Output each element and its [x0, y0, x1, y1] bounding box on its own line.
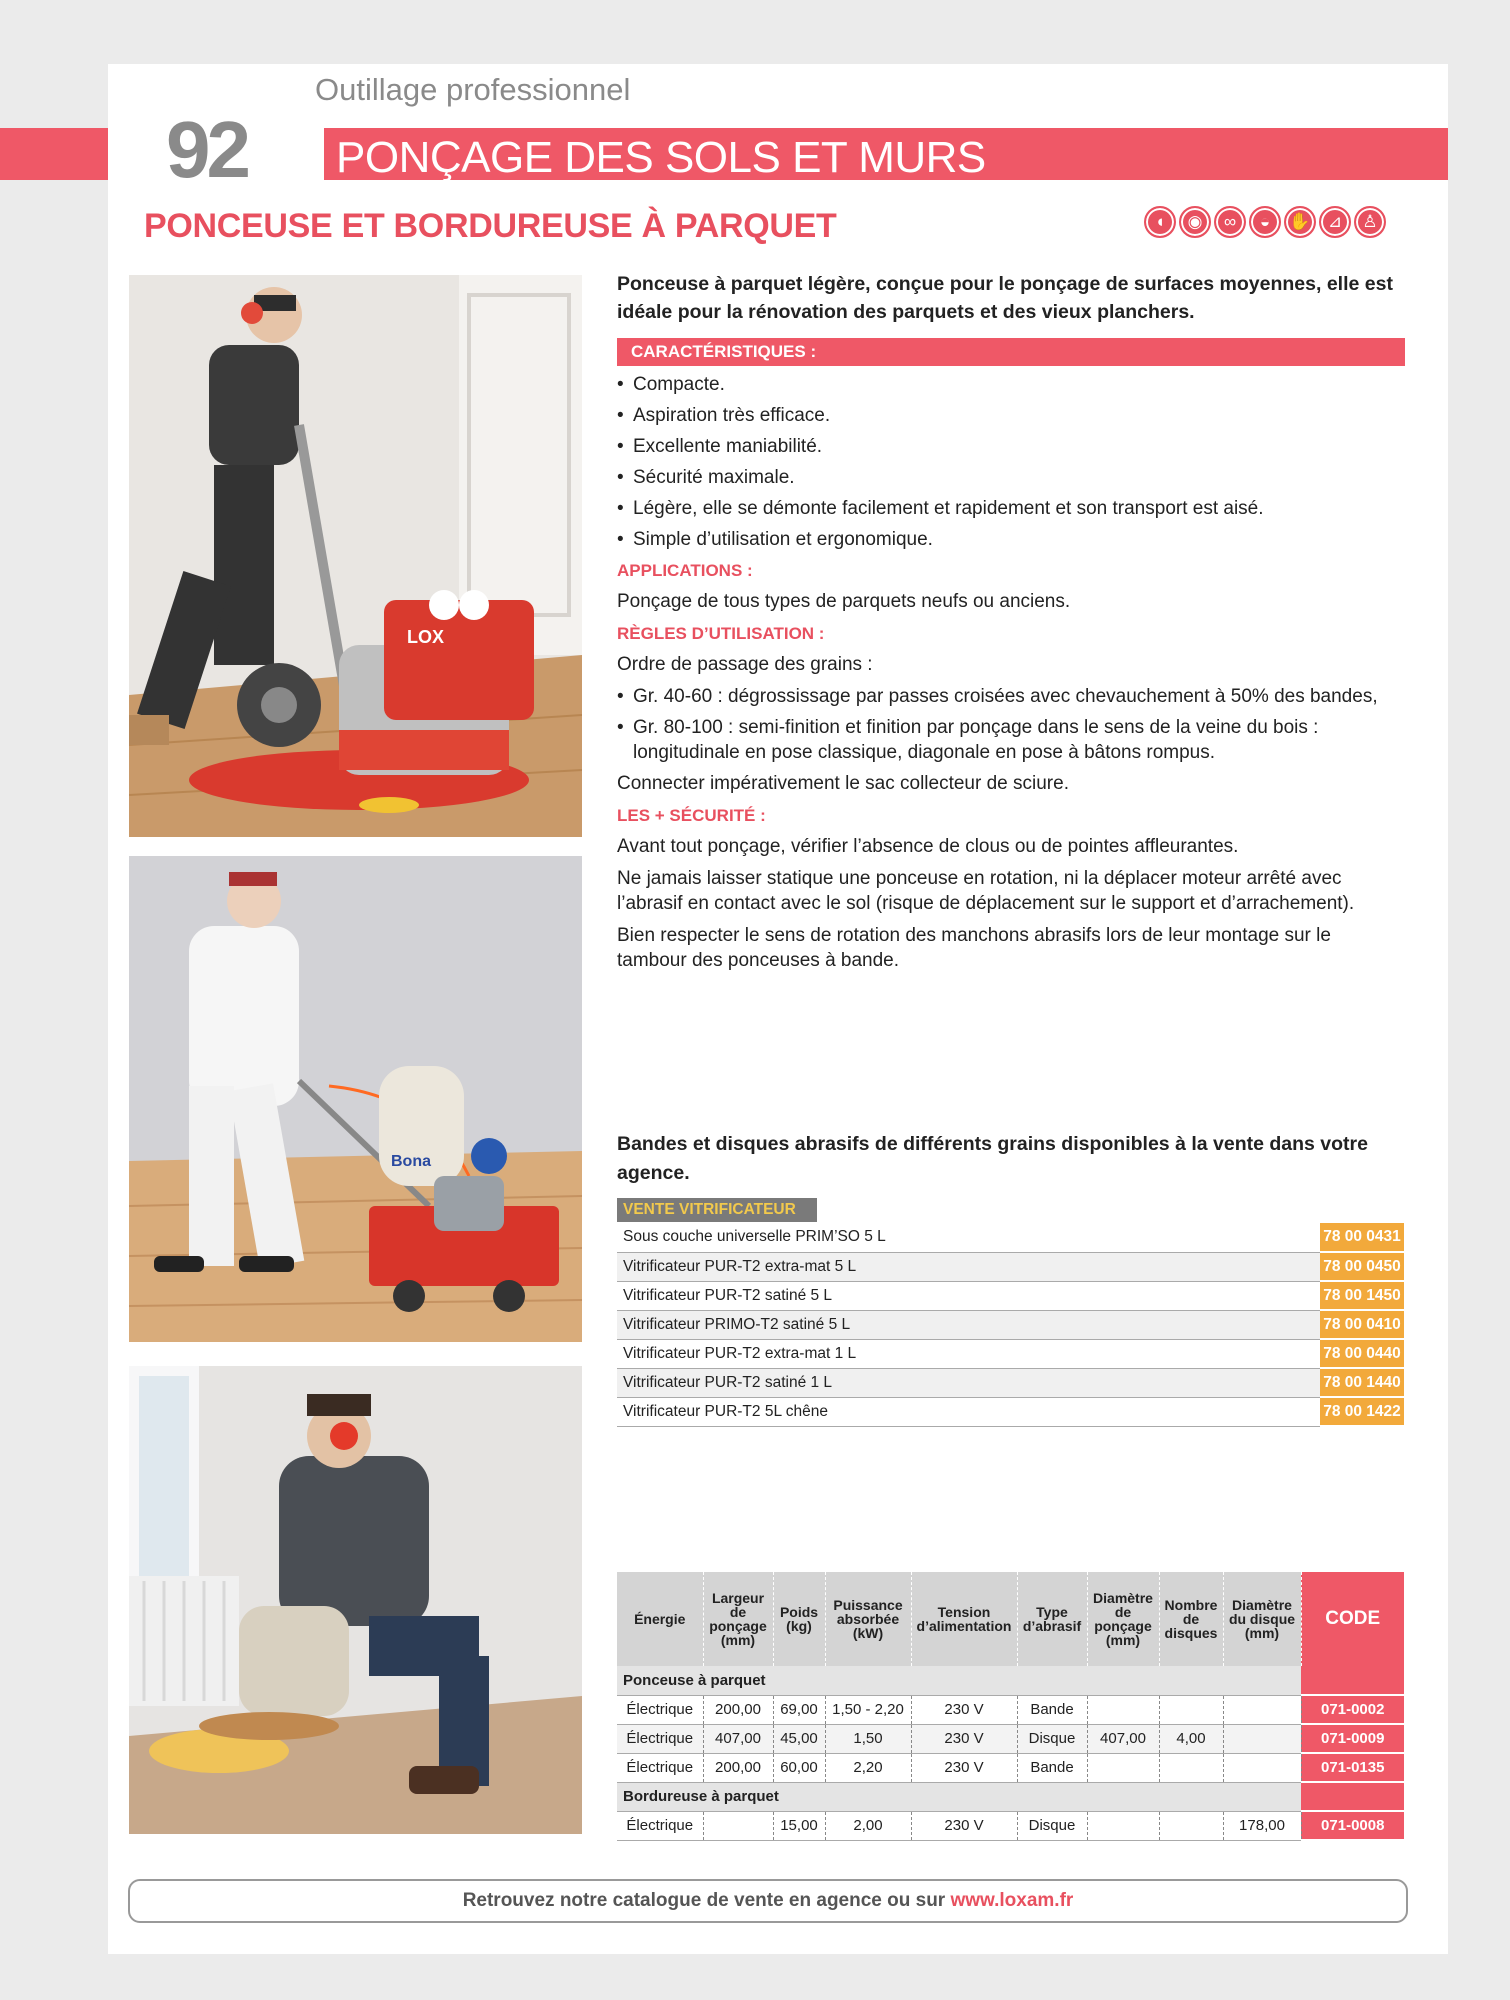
safety-icons — [1144, 206, 1386, 238]
product-code: 071-0008 — [1301, 1811, 1404, 1840]
cell: 407,00 — [703, 1724, 773, 1753]
regles-outro: Connecter impérativement le sac collecteur de sciure. — [617, 773, 1069, 794]
page-number: 92 — [166, 105, 247, 194]
cell: Disque — [1017, 1724, 1087, 1753]
cell: Bande — [1017, 1695, 1087, 1724]
col-poids: Poids (kg) — [773, 1572, 825, 1666]
col-largeur: Largeur de ponçage (mm) — [703, 1572, 773, 1666]
title-bar — [324, 128, 1448, 180]
spec-header-row — [617, 1572, 1404, 1666]
product-code: 78 00 0431 — [1320, 1223, 1404, 1252]
photo-floor-sander — [129, 275, 582, 837]
product-code: 78 00 1450 — [1320, 1281, 1404, 1310]
col-puissance: Puissance absorbée (kW) — [825, 1572, 911, 1666]
product-code: 78 00 0450 — [1320, 1252, 1404, 1281]
cell: Électrique — [617, 1753, 703, 1782]
table-row — [617, 1310, 1404, 1339]
cell: 230 V — [911, 1753, 1017, 1782]
table-row — [617, 1811, 1404, 1840]
vente-table — [617, 1223, 1404, 1427]
col-type: Type d’abrasif — [1017, 1572, 1087, 1666]
photo-brand-loxam: LOX — [407, 627, 445, 647]
cell: 178,00 — [1223, 1811, 1301, 1840]
col-tension: Tension d’alimentation — [911, 1572, 1017, 1666]
securite-text-3: Bien respecter le sens de rotation des manchons abrasifs lors de leur montage sur le tambour des ponceuses à bande. — [617, 925, 1331, 971]
product-code: 78 00 0410 — [1320, 1310, 1404, 1339]
cell: 200,00 — [703, 1695, 773, 1724]
cell: 60,00 — [773, 1753, 825, 1782]
section-title: Outillage professionnel — [315, 72, 631, 107]
regles-list — [617, 684, 1405, 765]
product-code: 071-0135 — [1301, 1753, 1404, 1782]
group-row — [617, 1666, 1404, 1695]
list-item: • Aspiration très efficace. — [617, 403, 1405, 428]
table-row — [617, 1252, 1404, 1281]
group-row — [617, 1782, 1404, 1811]
product-code: 78 00 1422 — [1320, 1397, 1404, 1426]
product-name: Vitrificateur PUR-T2 satiné 1 L — [617, 1368, 1320, 1397]
table-row — [617, 1695, 1404, 1724]
cell: 230 V — [911, 1695, 1017, 1724]
product-name: Vitrificateur PRIMO-T2 satiné 5 L — [617, 1310, 1320, 1339]
caracteristiques-list — [617, 372, 1405, 552]
list-item: • Compacte. — [617, 372, 1405, 397]
col-diametre-poncage: Diamètre de ponçage (mm) — [1087, 1572, 1159, 1666]
photo-edge-sander — [129, 1366, 582, 1834]
cell: Électrique — [617, 1811, 703, 1840]
cell: 200,00 — [703, 1753, 773, 1782]
cell — [1159, 1811, 1223, 1840]
col-nombre-disques: Nombre de disques — [1159, 1572, 1223, 1666]
product-name: Sous couche universelle PRIM’SO 5 L — [617, 1223, 1320, 1252]
product-name: Vitrificateur PUR-T2 extra-mat 5 L — [617, 1252, 1320, 1281]
left-accent-bar — [0, 128, 108, 180]
cell — [1159, 1695, 1223, 1724]
cell: 1,50 - 2,20 — [825, 1695, 911, 1724]
catalog-page — [108, 64, 1448, 1954]
cell: Disque — [1017, 1811, 1087, 1840]
group-name: Bordureuse à parquet — [617, 1782, 1301, 1811]
product-code: 78 00 0440 — [1320, 1339, 1404, 1368]
list-item: • Simple d’utilisation et ergonomique. — [617, 527, 1405, 552]
intro-text: Ponceuse à parquet légère, conçue pour le ponçage de surfaces moyennes, elle est idéale pour la rénovation des parquets et des vieux planchers. — [617, 273, 1393, 323]
cell: Bande — [1017, 1753, 1087, 1782]
product-code: 071-0002 — [1301, 1695, 1404, 1724]
regles-heading: RÈGLES D’UTILISATION : — [617, 624, 825, 643]
table-row — [617, 1281, 1404, 1310]
cell: 69,00 — [773, 1695, 825, 1724]
cell — [1223, 1695, 1301, 1724]
cell: 230 V — [911, 1811, 1017, 1840]
list-item: • Excellente maniabilité. — [617, 434, 1405, 459]
caracteristiques-heading: CARACTÉRISTIQUES : — [617, 338, 1405, 366]
cell: 2,00 — [825, 1811, 911, 1840]
cell: 15,00 — [773, 1811, 825, 1840]
vente-label: VENTE VITRIFICATEUR — [617, 1198, 817, 1222]
col-code: CODE — [1301, 1572, 1404, 1666]
col-energie: Énergie — [617, 1572, 703, 1666]
product-subtitle: PONCEUSE ET BORDUREUSE À PARQUET — [144, 207, 837, 245]
product-name: Vitrificateur PUR-T2 extra-mat 1 L — [617, 1339, 1320, 1368]
list-item: • Gr. 80-100 : semi-finition et finition par ponçage dans le sens de la veine du bois : longitudinale en pose classique, diagonale en pose à bâtons rompus. — [617, 715, 1405, 765]
mask-icon: ◉ — [1179, 206, 1211, 238]
list-item: • Sécurité maximale. — [617, 465, 1405, 490]
cell — [1087, 1753, 1159, 1782]
spec-table — [617, 1572, 1404, 1841]
securite-text-2: Ne jamais laisser statique une ponceuse en rotation, ni la déplacer moteur arrêté avec l’abrasif en contact avec le sol (risque de déplacement sur le support et d’arrachement). — [617, 868, 1355, 914]
footer-link[interactable]: www.loxam.fr — [950, 1890, 1074, 1911]
clothing-icon: ♙ — [1354, 206, 1386, 238]
cell: 230 V — [911, 1724, 1017, 1753]
cell: Électrique — [617, 1724, 703, 1753]
cell — [703, 1811, 773, 1840]
table-row — [617, 1753, 1404, 1782]
group-name: Ponceuse à parquet — [617, 1666, 1301, 1695]
cell: 45,00 — [773, 1724, 825, 1753]
gloves-icon: ✋ — [1284, 206, 1316, 238]
securite-text-1: Avant tout ponçage, vérifier l’absence de clous ou de pointes affleurantes. — [617, 836, 1239, 857]
cell: Électrique — [617, 1695, 703, 1724]
product-name: Vitrificateur PUR-T2 5L chêne — [617, 1397, 1320, 1426]
photo-brand-bona: Bona — [391, 1153, 431, 1170]
applications-text: Ponçage de tous types de parquets neufs ou anciens. — [617, 591, 1071, 612]
table-row — [617, 1339, 1404, 1368]
photo-drum-sander — [129, 856, 582, 1342]
table-row — [617, 1368, 1404, 1397]
abrasifs-text: Bandes et disques abrasifs de différents grains disponibles à la vente dans votre agence. — [617, 1133, 1368, 1184]
page-title: PONÇAGE DES SOLS ET MURS — [336, 133, 986, 182]
table-row — [617, 1397, 1404, 1426]
col-diametre-disque: Diamètre du disque (mm) — [1223, 1572, 1301, 1666]
cell: 1,50 — [825, 1724, 911, 1753]
cell: 2,20 — [825, 1753, 911, 1782]
ear-protection-icon: ◖ — [1144, 206, 1176, 238]
regles-intro: Ordre de passage des grains : — [617, 654, 873, 675]
cell — [1223, 1724, 1301, 1753]
table-row — [617, 1223, 1404, 1252]
table-row — [617, 1724, 1404, 1753]
list-item: • Légère, elle se démonte facilement et rapidement et son transport est aisé. — [617, 496, 1405, 521]
boots-icon: ⊿ — [1319, 206, 1351, 238]
product-name: Vitrificateur PUR-T2 satiné 5 L — [617, 1281, 1320, 1310]
cell — [1223, 1753, 1301, 1782]
applications-heading: APPLICATIONS : — [617, 561, 753, 580]
description-block — [617, 270, 1405, 980]
cell — [1087, 1811, 1159, 1840]
cell — [1087, 1695, 1159, 1724]
list-item: • Gr. 40-60 : dégrossissage par passes croisées avec chevauchement à 50% des bandes, — [617, 684, 1405, 709]
cell: 407,00 — [1087, 1724, 1159, 1753]
cell: 4,00 — [1159, 1724, 1223, 1753]
footer-text: Retrouvez notre catalogue de vente en agence ou sur — [462, 1890, 951, 1911]
footer-banner — [128, 1879, 1408, 1923]
product-code: 78 00 1440 — [1320, 1368, 1404, 1397]
securite-heading: LES + SÉCURITÉ : — [617, 806, 766, 825]
goggles-icon: ∞ — [1214, 206, 1246, 238]
cell — [1159, 1753, 1223, 1782]
helmet-icon: ◒ — [1249, 206, 1281, 238]
product-code: 071-0009 — [1301, 1724, 1404, 1753]
